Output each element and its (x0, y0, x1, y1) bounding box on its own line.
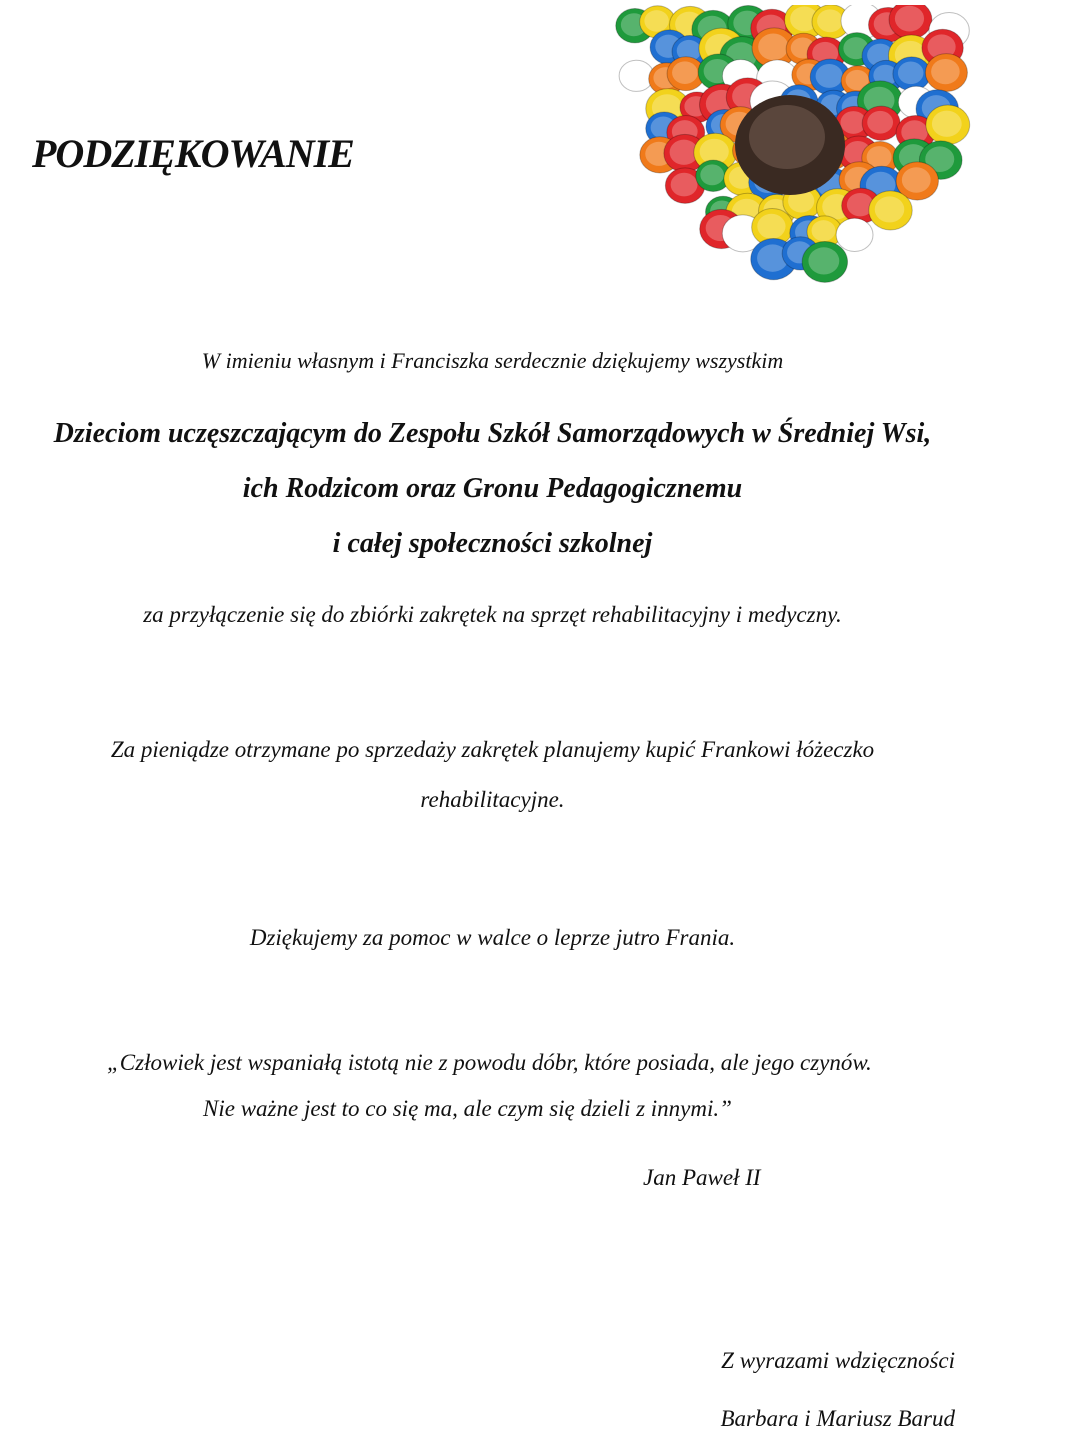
signature-names: Barbara i Mariusz Barud (720, 1406, 955, 1431)
recipients-line-2: ich Rodzicom oraz Gronu Pedagogicznemu (242, 473, 743, 504)
reason-line: za przyłączenie się do zbiórki zakrętek na sprzęt rehabilitacyjny i medyczny. (143, 602, 842, 627)
bottle-cap (925, 54, 967, 92)
thanks-line: Dziękujemy za pomoc w walce o leprze jutro Frania. (249, 925, 736, 950)
bottle-cap (889, 5, 932, 39)
bottle-cap (836, 218, 873, 251)
recipients-line-1: Dzieciom uczęszczającym do Zespołu Szkół Samorządowych w Średniej Wsi, (53, 418, 932, 449)
bottle-cap (926, 105, 970, 144)
page-title: PODZIĘKOWANIE (32, 131, 354, 176)
bottle-cap (802, 241, 847, 282)
closing-line: Z wyrazami wdzięczności (721, 1348, 955, 1373)
quote-author: Jan Paweł II (643, 1165, 761, 1190)
recipients-line-3: i całej społeczności szkolnej (332, 528, 653, 559)
intro-line: W imieniu własnym i Franciszka serdecznie dziękujemy wszystkim (201, 348, 784, 373)
quote-line-2: Nie ważne jest to co się ma, ale czym się dzieli z innymi.” (203, 1096, 732, 1121)
bottle-cap (893, 57, 931, 91)
plan-line-1: Za pieniądze otrzymane po sprzedaży zakrętek planujemy kupić Frankowi łóżeczko (110, 737, 875, 762)
bottle-cap (862, 106, 900, 140)
bottle-caps-heart-image (615, 5, 985, 310)
bottle-cap-large (735, 95, 845, 195)
quote-line-1: „Człowiek jest wspaniałą istotą nie z powodu dóbr, które posiada, ale jego czynów. (107, 1050, 872, 1075)
bottle-cap (869, 191, 912, 230)
plan-line-2: rehabilitacyjne. (420, 787, 565, 812)
